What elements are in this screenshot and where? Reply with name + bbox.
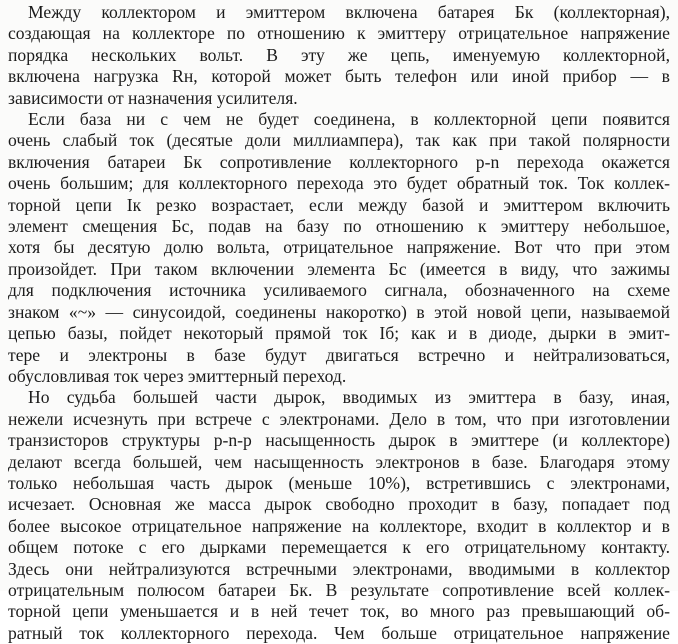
text-line: обусловливая ток через эмиттерный переход. [8, 365, 347, 386]
text-line: торной цепи Iк резко возрастает, если между базой и эмиттером включить [8, 194, 670, 215]
text-line: Но судьба большей части дырок, вводимых из эмиттера в базу, иная, [28, 387, 670, 408]
text-line: Между коллектором и эмиттером включена батарея Бк (коллекторная), [28, 2, 670, 22]
text-line: нежели исчезнуть при встрече с электронами. Дело в том, что при изготовлении [8, 408, 670, 429]
text-line: отрицательным полюсом батареи Бк. В результате сопротивление всей коллек- [8, 579, 670, 600]
text-line: делают всегда большей, чем насыщенность электронов в базе. Благодаря этому [8, 451, 670, 472]
text-body [8, 2, 670, 644]
text-line: исчезает. Основная же масса дырок свободно проходит в базу, попадает под [8, 494, 670, 515]
text-line: тере и электроны в базе будут двигаться встречно и нейтрализоваться, [8, 344, 670, 365]
text-line: транзисторов структуры p-n-p насыщенность дырок в эмиттере (и коллекторе) [8, 430, 670, 451]
text-line: Если база ни с чем не будет соединена, в коллекторной цепи появится [28, 109, 670, 130]
text-line: очень слабый ток (десятые доли миллиампера), так как при такой полярности [8, 130, 670, 151]
paragraph-2 [8, 109, 670, 387]
text-line: создающая на коллекторе по отношению к эмиттеру отрицательное напряжение [8, 23, 670, 44]
text-line: включения батареи Бк сопротивление коллекторного p-n перехода окажется [8, 151, 670, 172]
paragraph-3 [8, 387, 670, 644]
text-line: торной цепи уменьшается и в ней течет ток, во много раз превышающий об- [8, 601, 670, 622]
text-line: знаком «~» — синусоидой, соединены накоротко) в этой новой цепи, называемой [8, 301, 670, 322]
text-line: только небольшая часть дырок (меньше 10%), встретившись с электронами, [8, 472, 670, 493]
text-line: произойдет. При таком включении элемента Бс (имеется в виду, что зажимы [8, 258, 670, 279]
paragraph-1 [8, 2, 670, 109]
text-line: более высокое отрицательное напряжение на коллекторе, входит в коллектор и в [8, 515, 670, 536]
text-line: ратный ток коллекторного перехода. Чем больше отрицательное напряжение [8, 622, 670, 643]
text-line: цепью базы, пойдет некоторый прямой ток Iб; как и в диоде, дырки в эмит- [8, 323, 670, 344]
text-line: включена нагрузка Rн, которой может быть телефон или иной прибор — в [8, 66, 670, 87]
text-line: очень большим; для коллекторного перехода это будет обратный ток. Ток коллек- [8, 173, 670, 194]
text-line: элемент смещения Бс, подав на базу по отношению к эмиттеру небольшое, [8, 216, 670, 237]
text-line: хотя бы десятую долю вольта, отрицательное напряжение. Вот что при этом [8, 237, 670, 258]
text-line: порядка нескольких вольт. В эту же цепь, именуемую коллекторной, [8, 44, 670, 65]
text-line: для подключения источника усиливаемого сигнала, обозначенного на схеме [8, 280, 670, 301]
text-line: общем потоке с его дырками перемещается к его отрицательному контакту. [8, 537, 670, 558]
text-line: зависимости от назначения усилителя. [8, 87, 298, 108]
text-line: Здесь они нейтрализуются встречными электронами, вводимыми в коллектор [8, 558, 670, 579]
